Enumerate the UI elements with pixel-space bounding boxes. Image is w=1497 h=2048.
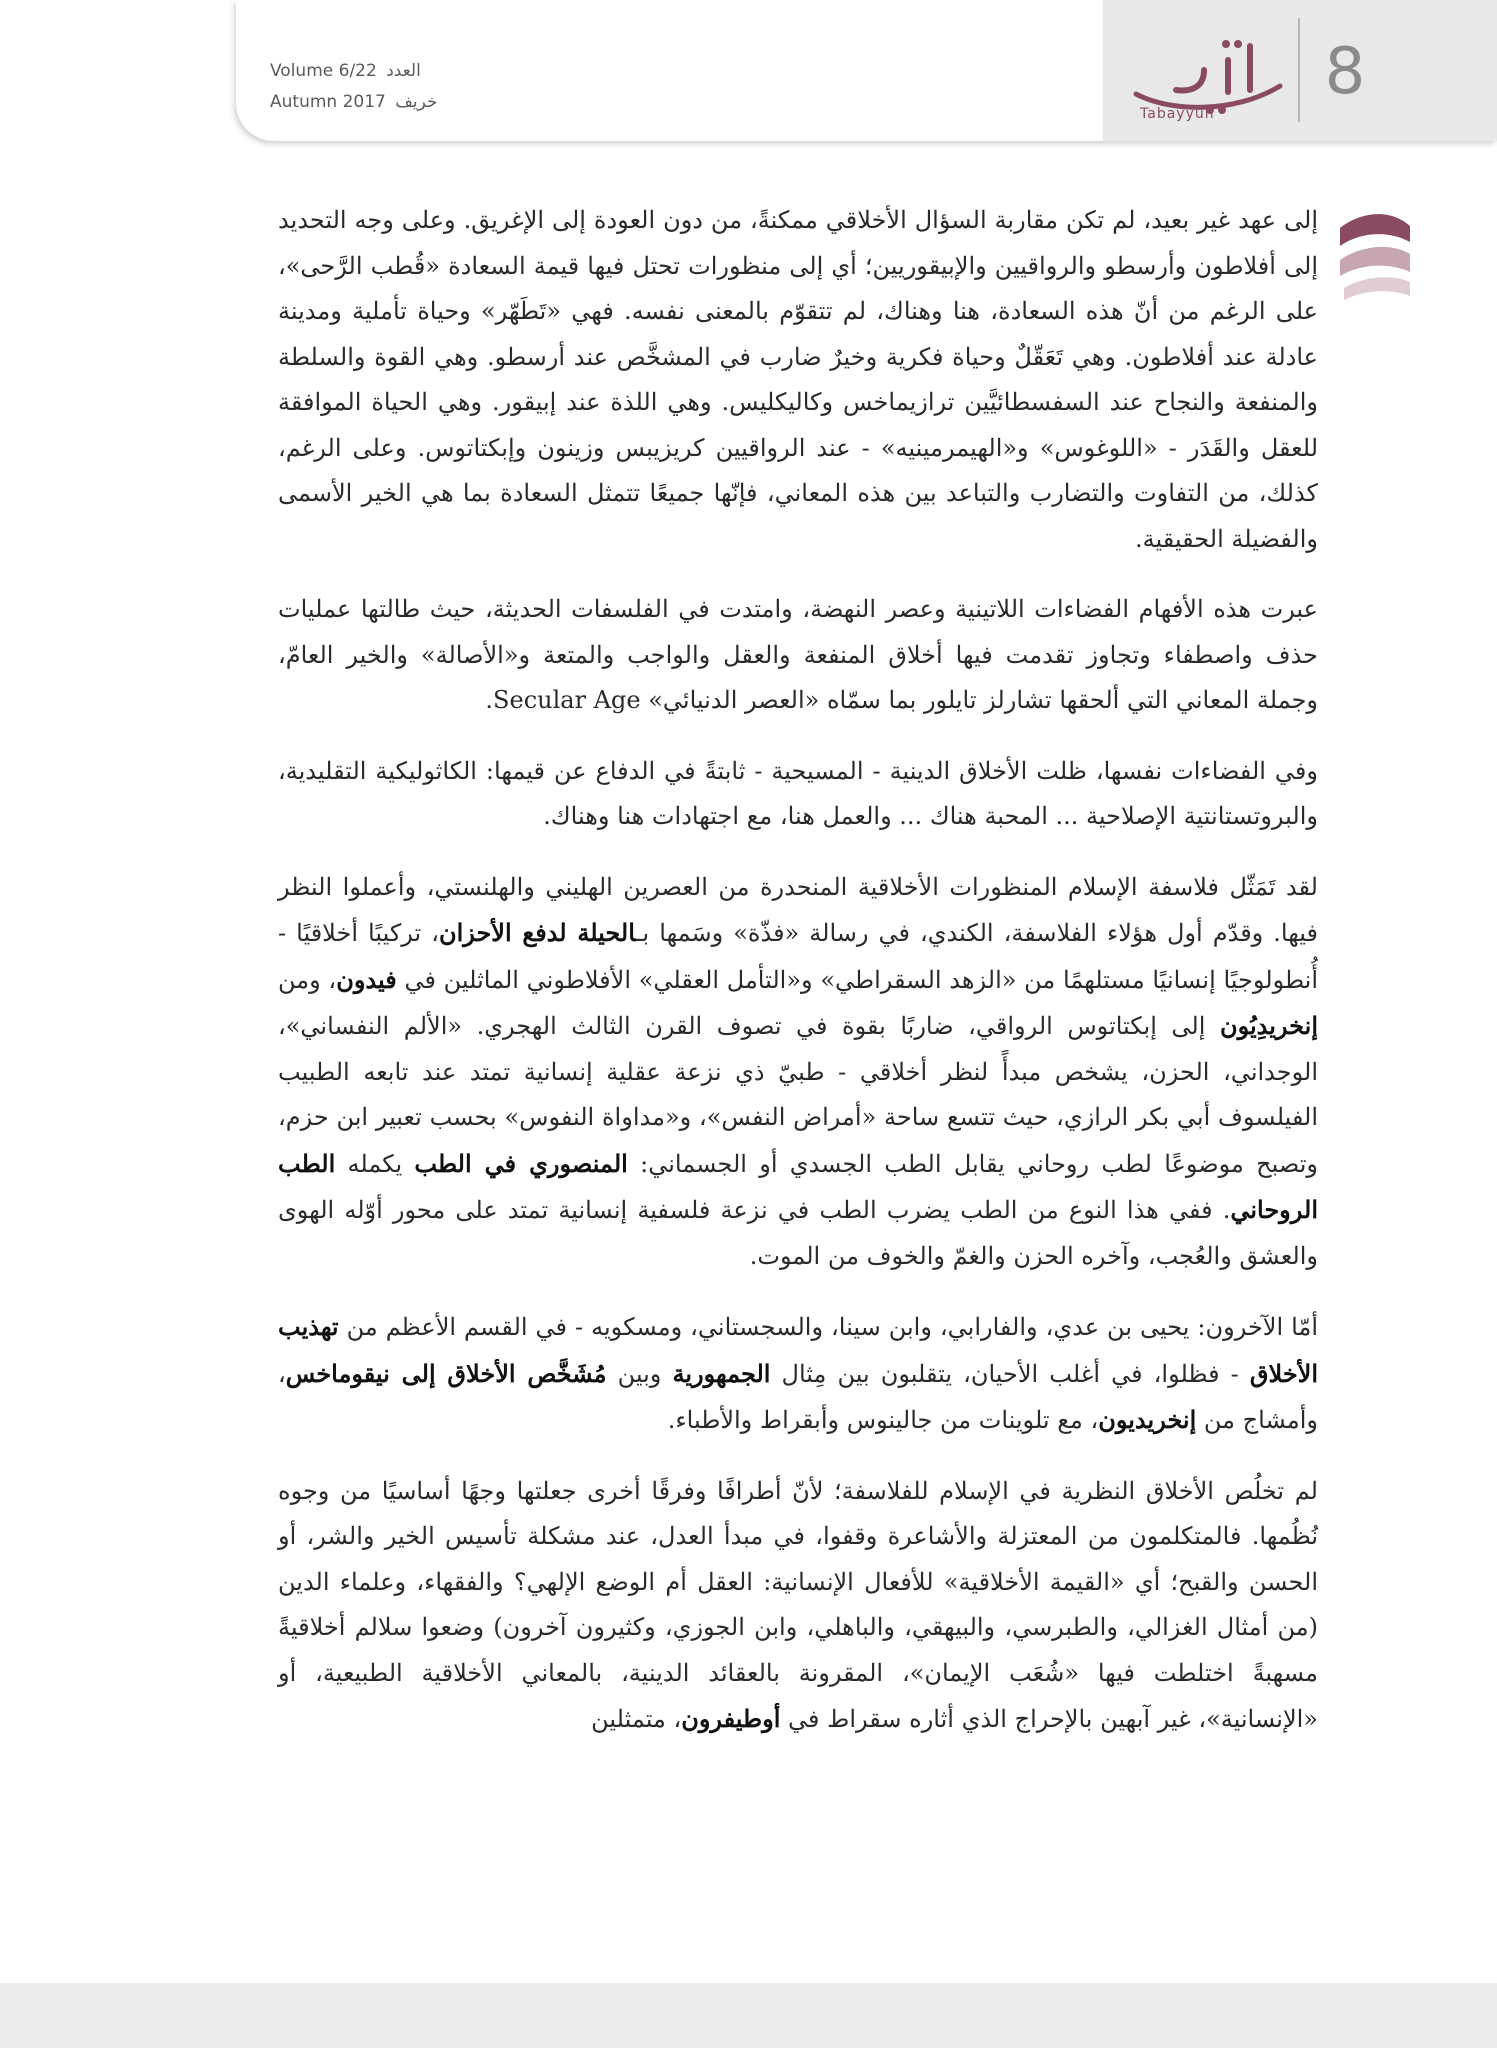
p5-text: أمّا الآخرون: يحيى بن عدي، والفارابي، وابن سينا، والسجستاني، ومسكويه - في القسم الأعظم من	[338, 1313, 1318, 1341]
p5-text: ، مع تلوينات من جالينوس وأبقراط والأطباء.	[667, 1406, 1099, 1434]
logo-dot	[1222, 40, 1230, 48]
page-number: 8	[1324, 35, 1366, 109]
volume-label: Volume 6/22	[270, 61, 377, 81]
article-body	[278, 198, 1318, 1768]
logo-dot	[1234, 40, 1242, 48]
logo-swash	[1136, 86, 1280, 107]
p4-text: ، ومن	[278, 965, 337, 994]
page-number-divider	[1298, 18, 1300, 122]
volume-row	[270, 56, 470, 87]
season-row	[270, 87, 470, 118]
p4-bold-title: إنخريدِيُون	[1219, 1011, 1318, 1040]
drop-mark-shape	[1340, 214, 1410, 246]
p5-bold-title: مُشَخَّص الأخلاق إلى نيقوماخس	[285, 1358, 607, 1388]
p6-text: ، متمثلين	[591, 1705, 682, 1733]
drop-mark-shape	[1340, 247, 1410, 276]
p4-text: لقد تَمَثّل فلاسفة الإسلام المنظورات الأخلاقية المنحدرة من العصرين الهليني والهلنستي، وأعملوا النظر فيها. وقدّم أول هؤلاء الفلاسفة، الكندي، في رسالة «فذّة» وسَمها بـ	[278, 872, 1319, 947]
p4-bold-title: الطب الروحاني	[278, 1148, 1318, 1224]
logo-latin-text: Tabayyun	[1140, 106, 1215, 122]
season-label: Autumn 2017	[270, 92, 386, 112]
paragraph-2: عبرت هذه الأفهام الفضاءات اللاتينية وعصر النهضة، وامتدت في الفلسفات الحديثة، حيث طالتها عمليات حذف واصطفاء وتجاوز تقدمت فيها أخلاق المنفعة والعقل والواجب والمتعة و«الأصالة» والخير العامّ، وجملة المعاني التي ألحقها تشارلز تايلور بما سمّاه «العصر الدنيائي» Secular Age.	[278, 595, 1318, 714]
p4-bold-title: المنصوري في الطب	[414, 1148, 628, 1178]
p5-text: - فظلوا، في أغلب الأحيان، يتقلبون بين مِثال	[770, 1359, 1250, 1388]
p6-text: لم تخلُص الأخلاق النظرية في الإسلام للفلاسفة؛ لأنّ أطرافًا وفرقًا أخرى جعلتها وجهًا أساسيًا من وجوه نُظُمها. فالمتكلمون من المعتزلة والأشاعرة وقفوا، في مبدأ العدل، عند مشكلة تأسيس الخير والشر، أو الحسن والقبح؛ أي «القيمة الأخلاقية» للأفعال الإنسانية: العقل أم الوضع الإلهي؟ والفقهاء، وعلماء الدين (من أمثال الغزالي، والطبرسي، والبيهقي، والباهلي، وابن الجوزي، وكثيرون آخرون) وضعوا سلالم أخلاقيةً مسهبةً اختلطت فيها «شُعَب الإيمان»، المقرونة بالعقائد الدينية، بالمعاني الأخلاقية الطبيعية، أو «الإنسانية»، غير آبهين بالإحراج الذي أثاره سقراط في	[278, 1476, 1318, 1733]
drop-cap-mark	[1330, 198, 1418, 308]
issue-label-ar: العدد	[386, 61, 421, 81]
p4-text: ، تركيبًا أخلاقيًا - أُنطولوجيًا إنسانيًا مستلهمًا من «الزهد السقراطي» و«التأمل العقلي» الأفلاطوني الماثلين في	[278, 919, 1318, 994]
p5-bold-title: تهذيب الأخلاق	[278, 1312, 1319, 1388]
p4-text: إلى إبكتاتوس الرواقي، ضاربًا بقوة في تصوف القرن الثالث الهجري. «الألم النفساني»، الوجداني، الحزن، يشخص مبدأً لنظر أخلاقي - طبيّ ذي نزعة عقلية إنسانية تمتد عند تابعه الطبيب الفيلسوف أبي بكر الرازي، حيث تتسع ساحة «أمراض النفس»، و«مداواة النفوس» بحسب تعبير ابن حزم، وتصبح موضوعًا لطب روحاني يقابل الطب الجسدي أو الجسماني:	[278, 1012, 1318, 1178]
p5-bold-title: الجمهورية	[672, 1358, 771, 1388]
drop-mark-shape	[1344, 277, 1410, 300]
p5-text: وبين	[606, 1359, 673, 1388]
paragraph-1: إلى عهد غير بعيد، لم تكن مقاربة السؤال الأخلاقي ممكنةً، من دون العودة إلى الإغريق. وعلى وجه التحديد إلى أفلاطون وأرسطو والرواقيين والإبيقوريين؛ أي إلى منظورات تحتل فيها قيمة السعادة «قُطب الرَّحى»، على الرغم من أنّ هذه السعادة، هنا وهناك، لم تتقوّم بالمعنى نفسه. فهي «تَطَهّر» وحياة تأملية ومدينة عادلة عند أفلاطون. وهي تَعَقّلٌ وحياة فكرية وخيرٌ ضارب في المشخَّص عند أرسطو. وهي القوة والسلطة والمنفعة والنجاح عند السفسطائيَّين ترازيماخس وكاليكليس. وهي اللذة عند إبيقور. وهي الحياة الموافقة للعقل والقَدَر - «اللوغوس» و«الهيمرمينيه» - عند الرواقيين كريزيبس وزينون وإبكتاتوس. وعلى الرغم، كذلك، من التفاوت والتضارب والتباعد بين هذه المعاني، فإنّها جميعًا تتمثل السعادة بما هي الخير الأسمى والفضيلة الحقيقية.	[278, 206, 1318, 553]
footer-band	[0, 1983, 1497, 2048]
logo-stroke	[1176, 46, 1250, 92]
p4-bold-title: فيدون	[336, 964, 397, 994]
paragraph-4	[278, 865, 1318, 1280]
p4-text: . ففي هذا النوع من الطب يضرب الطب في نزعة فلسفية إنسانية تمتد على محور أوّله الهوى والعشق والعُجب، وآخره الحزن والغمّ والخوف من الموت.	[278, 1196, 1318, 1270]
paragraph-5	[278, 1304, 1318, 1444]
p4-text: يكمله	[335, 1149, 415, 1178]
paragraph-6	[278, 1469, 1318, 1743]
p5-text: ، وأمشاج من	[278, 1359, 1318, 1434]
season-label-ar: خريف	[395, 92, 438, 112]
p4-bold-title: الحيلة لدفع الأحزان	[438, 918, 636, 947]
issue-info	[270, 56, 470, 118]
p6-bold-title: أوطيفرون	[681, 1704, 781, 1733]
p5-bold-title: إنخريديون	[1098, 1405, 1197, 1434]
paragraph-3: وفي الفضاءات نفسها، ظلت الأخلاق الدينية - المسيحية - ثابتةً في الدفاع عن قيمها: الكاثوليكية التقليدية، والبروتستانتية الإصلاحية ... المحبة هناك ... والعمل هنا، مع اجتهادات هنا وهناك.	[278, 756, 1318, 830]
